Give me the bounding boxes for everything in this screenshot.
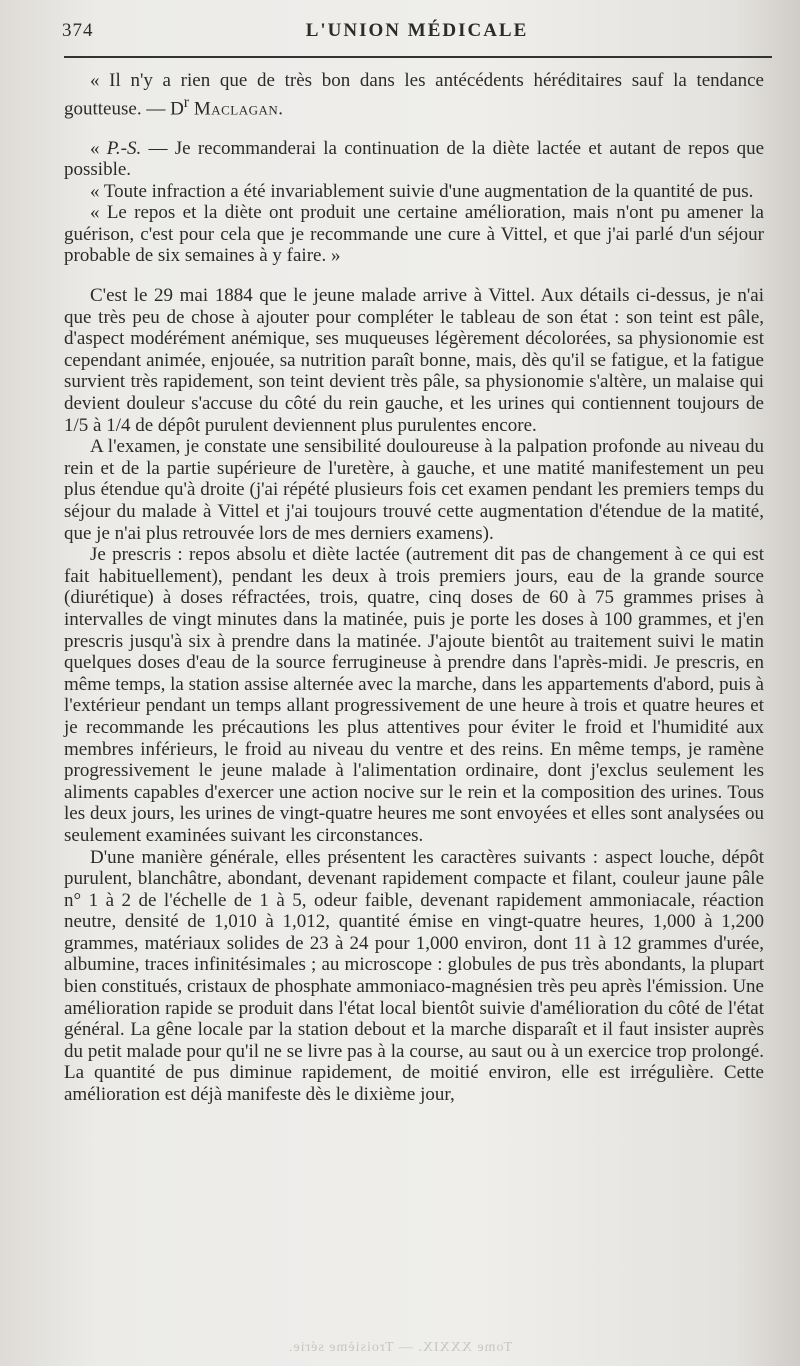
- letter-p1-text: « Il n'y a rien que de très bon dans les antécédents héréditaires sauf la tendance goutteuse. — D: [64, 70, 764, 119]
- letter-p2-text: — Je recommanderai la continuation de la diète lactée et autant de repos que possible.: [64, 137, 765, 181]
- article-text: [64, 70, 764, 1106]
- page-number: 374: [62, 20, 94, 41]
- body-paragraph-prescription: Je prescris : repos absolu et diète lactée (autrement dit pas de changement à ce qui est fait habituellement), pendant les deux à trois premiers jours, eau de la grande source (diurétique) à doses réfractées, trois, quatre, cinq doses de 60 à 75 grammes prises à intervalles de vingt minutes dans la matinée, puis je porte les doses à 100 grammes, et j'en prescris jusqu'à six à prendre dans la matinée. J'ajoute bientôt au traitement suivi le matin quelques doses d'eau de la source ferrugineuse à prendre dans l'après-midi. Je prescris, en même temps, la station assise alternée avec la marche, dans les appartements d'abord, puis à l'extérieur pendant un temps allant progressivement de une heure à trois et quatre heures et je recommande les précautions les plus attentives pour éviter le froid et l'humidité aux membres inférieurs, le froid au niveau du ventre et des reins. En même temps, je ramène progressivement le jeune malade à l'alimentation ordinaire, dont j'exclus seulement les aliments capables d'exercer une action nocive sur le rein et la composition des urines. Tous les deux jours, les urines de vingt-quatre heures me sont envoyées et elles sont analysées ou seulement examinées suivant les circonstances.: [64, 544, 764, 846]
- body-paragraph-examination: A l'examen, je constate une sensibilité douloureuse à la palpation profonde au niveau du rein et de la partie supérieure de l'uretère, à gauche, et une matité manifestement un peu plus étendue qu'à droite (j'ai répété plusieurs fois cet examen pendant les premiers temps du séjour du malade à Vittel et j'ai toujours trouvé cette augmentation d'étendue de la matité, que je n'ai plus retrouvée lors de mes derniers examens).: [64, 436, 764, 544]
- letter-paragraph-3: « Toute infraction a été invariablement suivie d'une augmentation de la quantité de pus.: [90, 180, 754, 202]
- bleed-through-footer: Tome XXXIX. — Troisième série.: [287, 1340, 513, 1355]
- journal-title: L'UNION MÉDICALE: [305, 20, 529, 41]
- letter-p2-open: «: [90, 137, 107, 159]
- body-paragraph-arrival: C'est le 29 mai 1884 que le jeune malade arrive à Vittel. Aux détails ci-dessus, je n'ai que très peu de chose à ajouter pour compléter le tableau de son état : son teint est pâle, d'aspect modérément anémique, ses muqueuses légèrement décolorées, sa physionomie est cependant animée, enjouée, sa nutrition paraît bonne, mais, dès qu'il se fatigue, et la fatigue survient très rapidement, son teint devient très pâle, sa physionomie s'altère, un malaise qui devient douleur s'accuse du côté du rein gauche, et les urines qui contiennent toujours de 1/5 à 1/4 de dépôt purulent deviennent plus purulentes encore.: [64, 285, 764, 436]
- letter-author: Maclagan.: [193, 97, 284, 119]
- letter-paragraph-2: [64, 138, 764, 181]
- letter-ps: P.-S.: [106, 137, 142, 159]
- letter-p1-sup: r: [183, 93, 190, 111]
- letter-paragraph-1: [64, 70, 764, 120]
- running-head: [62, 20, 772, 48]
- body-paragraph-urine: D'une manière générale, elles présentent les caractères suivants : aspect louche, dépôt purulent, blanchâtre, abondant, devenant rapidement compacte et filant, couleur jaune pâle n° 1 à 2 de l'échelle de 1 à 5, odeur faible, devenant rapidement ammoniacale, réaction neutre, densité de 1,010 à 1,012, quantité émise en vingt-quatre heures, 1,000 à 1,200 grammes, matériaux solides de 23 à 24 pour 1,000 environ, dont 11 à 12 grammes d'urée, albumine, traces infinitésimales ; au microscope : globules de pus très abondants, la plupart bien constitués, cristaux de phosphate ammoniaco-magnésien très peu après l'émission. Une amélioration rapide se produit dans l'état local bientôt suivie d'amélioration du côté de l'état général. La gêne locale par la station debout et la marche disparaît et il faut insister auprès du petit malade pour qu'il ne se livre pas à la course, au saut ou à un exercice trop prolongé. La quantité de pus diminue rapidement, de moitié environ, elle est irrégulière. Cette amélioration est déjà manifeste dès le dixième jour,: [64, 846, 764, 1106]
- letter-paragraph-4: « Le repos et la diète ont produit une certaine amélioration, mais n'ont pu amener la guérison, c'est pour cela que je recommande une cure à Vittel, et que j'ai parlé d'un séjour probable de six semaines à y faire. »: [64, 202, 764, 267]
- header-rule: [64, 56, 772, 58]
